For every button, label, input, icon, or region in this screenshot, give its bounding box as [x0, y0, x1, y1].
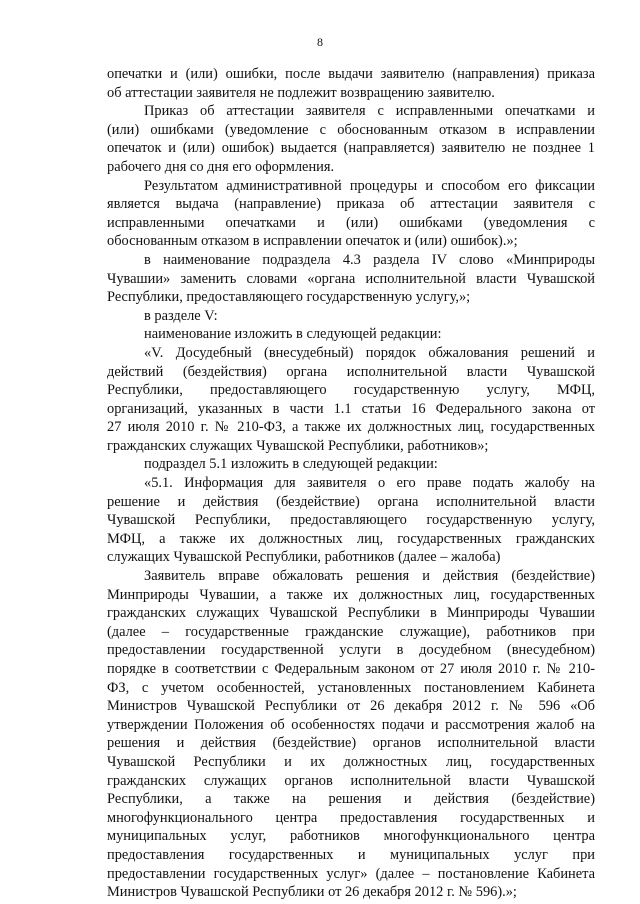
text-line: гражданских служащих органов исполнительной власти Чувашской: [107, 772, 595, 789]
text-line: порядке в соответствии с Федеральным законом от 27 июля 2010 г. № 210-: [107, 661, 595, 677]
text-line: Заявитель вправе обжаловать решения и действия (бездействие): [144, 568, 595, 585]
text-line: (или) ошибками (уведомление с обоснованным отказом в исправлении: [107, 121, 595, 138]
text-line: Чувашской Республики, предоставляющего государственную услугу,: [107, 512, 595, 529]
text-line: решение и действия (бездействие) органа исполнительной власти: [107, 493, 595, 510]
text-line: исправленными опечатками и (или) ошибками (уведомления с: [107, 214, 595, 231]
text-line: предоставлении государственных услуг» (далее – постановление Кабинета: [107, 865, 595, 882]
text-line: подраздел 5.1 изложить в следующей редакции:: [144, 456, 438, 473]
text-line: «V. Досудебный (внесудебный) порядок обжалования решений и: [144, 344, 595, 361]
text-line: предоставлении государственной услуги в досудебном (внесудебном): [107, 642, 595, 659]
text-line: МФЦ, а также их должностных лиц, государственных гражданских: [107, 530, 595, 547]
text-line: Республики, предоставляющего государственную услугу, МФЦ,: [107, 382, 595, 399]
text-line: наименование изложить в следующей редакции:: [144, 326, 442, 343]
text-line: об аттестации заявителя не подлежит возвращению заявителю.: [107, 84, 495, 101]
text-line: Чувашии» заменить словами «органа исполнительной власти Чувашской: [107, 270, 595, 287]
text-line: опечаток и (или) ошибок) выдается (направляется) заявителю не позднее 1: [107, 140, 595, 157]
text-line: (далее – государственные гражданские служащие), работников при: [107, 623, 595, 640]
text-line: 27 июля 2010 г. № 210-ФЗ, а также их должностных лиц, государственных: [107, 419, 595, 436]
text-line: Республики, а также на решения и действия (бездействие): [107, 791, 595, 808]
text-line: Республики, предоставляющего государственную услугу,»;: [107, 289, 471, 306]
text-line: Министров Чувашской Республики от 26 декабря 2012 г. № 596 «Об: [107, 698, 595, 715]
text-line: Приказ об аттестации заявителя с исправленными опечатками и: [144, 103, 595, 120]
text-line: Министров Чувашской Республики от 26 декабря 2012 г. № 596).»;: [107, 884, 517, 901]
text-line: гражданских служащих Чувашской Республики в Минприроды Чувашии: [107, 605, 595, 622]
text-line: Результатом административной процедуры и способом его фиксации: [144, 177, 595, 194]
text-line: Минприроды Чувашии, а также их должностных лиц, государственных: [107, 586, 595, 603]
text-line: обоснованным отказом в исправлении опечаток и (или) ошибок).»;: [107, 233, 518, 250]
text-line: является выдача (направление) приказа об аттестации заявителя с: [107, 196, 595, 213]
text-line: в разделе V:: [144, 307, 218, 324]
text-line: опечатки и (или) ошибки, после выдачи заявителю (направления) приказа: [107, 66, 595, 82]
text-line: предоставления государственных и муниципальных услуг при: [107, 846, 595, 863]
document-body: [107, 65, 595, 902]
text-line: организаций, указанных в части 1.1 статьи 16 Федерального закона от: [107, 400, 595, 417]
page-number: 8: [317, 35, 323, 49]
text-line: в наименование подраздела 4.3 раздела IV слово «Минприроды: [144, 251, 595, 268]
text-line: Чувашской Республики и их должностных лиц, государственных: [107, 753, 595, 770]
text-line: «5.1. Информация для заявителя о его праве подать жалобу на: [144, 475, 595, 492]
text-line: служащих Чувашской Республики, работников (далее – жалоба): [107, 549, 501, 566]
text-line: рабочего дня со дня его оформления.: [107, 158, 335, 175]
text-line: утверждении Положения об особенностях подачи и рассмотрения жалоб на: [107, 716, 595, 733]
text-line: многофункционального центра предоставления государственных и: [107, 809, 595, 826]
text-line: муниципальных услуг, работников многофункционального центра: [107, 828, 595, 845]
text-line: решения и действия (бездействие) органов исполнительной власти: [107, 735, 595, 752]
text-line: действий (бездействия) органа исполнительной власти Чувашской: [107, 363, 595, 380]
text-line: гражданских служащих Чувашской Республики, работников»;: [107, 437, 489, 454]
text-line: ФЗ, с учетом особенностей, установленных постановлением Кабинета: [107, 679, 595, 696]
